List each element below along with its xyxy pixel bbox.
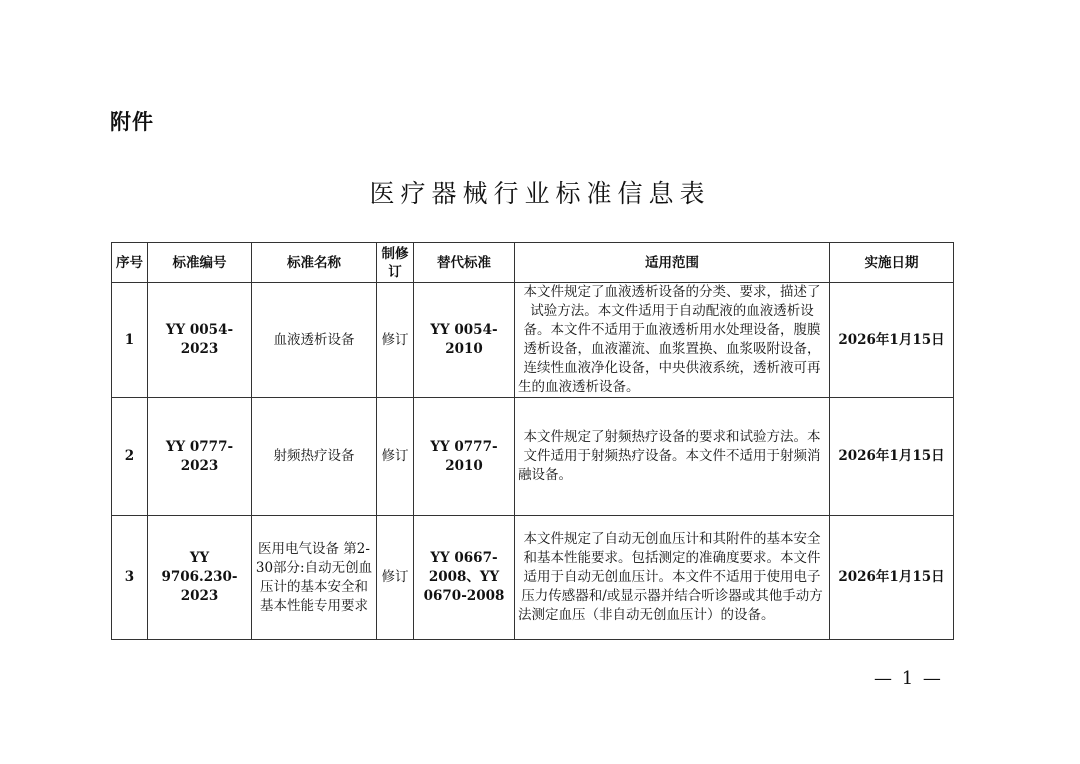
cell-revision: 修订 xyxy=(377,398,414,516)
cell-replaces: YY 0667-2008、YY 0670-2008 xyxy=(414,516,515,640)
table-row xyxy=(112,283,954,398)
page-number: — 1 — xyxy=(874,668,943,689)
cell-std-no: YY 0777-2023 xyxy=(148,398,252,516)
cell-std-no: YY 9706.230-2023 xyxy=(148,516,252,640)
header-std-no: 标准编号 xyxy=(148,243,252,283)
table-header-row xyxy=(112,243,954,283)
cell-seq: 1 xyxy=(112,283,148,398)
cell-scope: 本文件规定了自动无创血压计和其附件的基本安全和基本性能要求。包括测定的准确度要求。本文件适用于自动无创血压计。本文件不适用于使用电子压力传感器和/或显示器并结合听诊器或其他手动方法测定血压（非自动无创血压计）的设备。 xyxy=(515,516,830,640)
cell-scope: 本文件规定了射频热疗设备的要求和试验方法。本文件适用于射频热疗设备。本文件不适用于射频消融设备。 xyxy=(515,398,830,516)
cell-std-name: 血液透析设备 xyxy=(252,283,377,398)
header-scope: 适用范围 xyxy=(515,243,830,283)
header-revision: 制修订 xyxy=(377,243,414,283)
cell-std-name: 射频热疗设备 xyxy=(252,398,377,516)
cell-seq: 2 xyxy=(112,398,148,516)
attachment-label: 附件 xyxy=(110,110,154,134)
cell-std-name: 医用电气设备 第2-30部分:自动无创血压计的基本安全和基本性能专用要求 xyxy=(252,516,377,640)
document-title: 医疗器械行业标准信息表 xyxy=(369,179,711,208)
cell-seq: 3 xyxy=(112,516,148,640)
header-date: 实施日期 xyxy=(830,243,954,283)
cell-date: 2026年1月15日 xyxy=(830,516,954,640)
cell-date: 2026年1月15日 xyxy=(830,398,954,516)
cell-scope: 本文件规定了血液透析设备的分类、要求，描述了试验方法。本文件适用于自动配液的血液透析设备。本文件不适用于血液透析用水处理设备，腹膜透析设备，血液灌流、血浆置换、血浆吸附设备，连续性血液净化设备，中央供液系统，透析液可再生的血液透析设备。 xyxy=(515,283,830,398)
cell-date: 2026年1月15日 xyxy=(830,283,954,398)
cell-replaces: YY 0054-2010 xyxy=(414,283,515,398)
header-replaces: 替代标准 xyxy=(414,243,515,283)
table-row xyxy=(112,516,954,640)
table-row xyxy=(112,398,954,516)
cell-replaces: YY 0777-2010 xyxy=(414,398,515,516)
cell-revision: 修订 xyxy=(377,516,414,640)
cell-std-no: YY 0054-2023 xyxy=(148,283,252,398)
header-seq: 序号 xyxy=(112,243,148,283)
header-std-name: 标准名称 xyxy=(252,243,377,283)
standards-table xyxy=(111,242,954,640)
cell-revision: 修订 xyxy=(377,283,414,398)
